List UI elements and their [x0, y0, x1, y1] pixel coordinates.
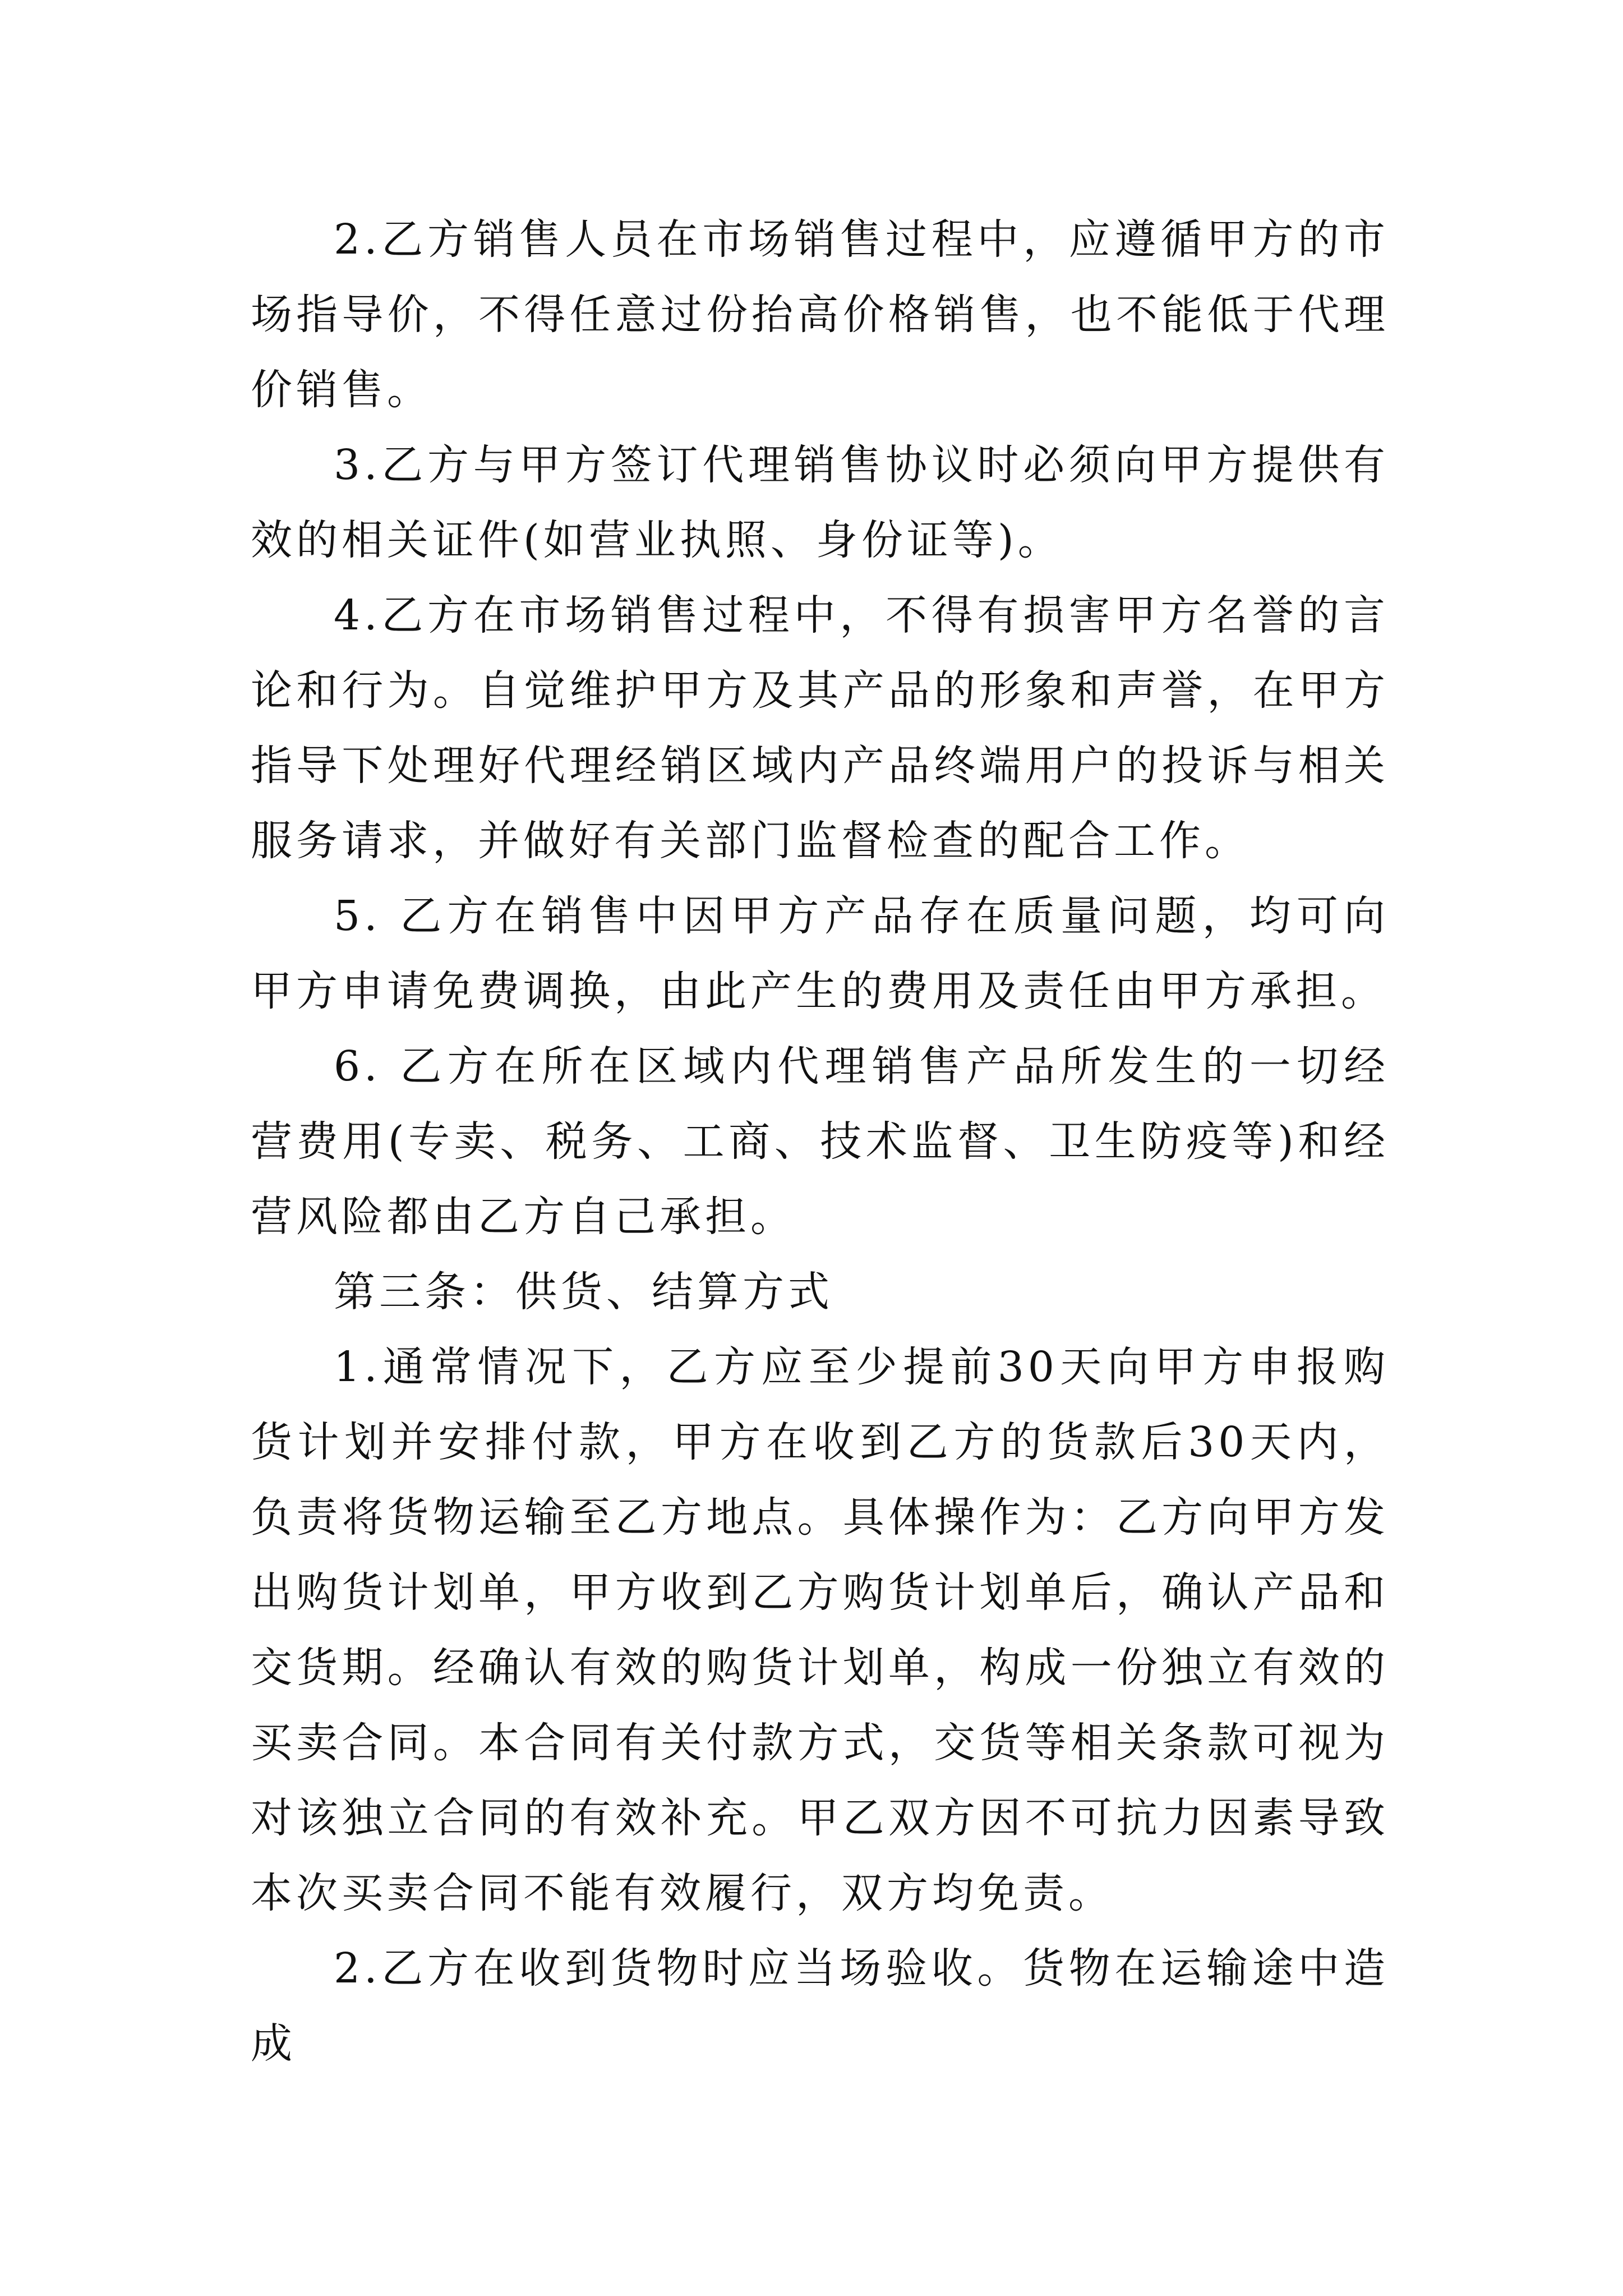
paragraph-clause-3-1: 1.通常情况下，乙方应至少提前30天向甲方申报购货计划并安排付款，甲方在收到乙方的货款后30天内，负责将货物运输至乙方地点。具体操作为：乙方向甲方发出购货计划单，甲方收到乙方购货计划单后，确认产品和交货期。经确认有效的购货计划单，构成一份独立有效的买卖合同。本合同有关付款方式，交货等相关条款可视为对该独立合同的有效补充。甲乙双方因不可抗力因素导致本次买卖合同不能有效履行，双方均免责。: [251, 1343, 1389, 1917]
paragraph-clause-2-3: 3.乙方与甲方签订代理销售协议时必须向甲方提供有效的相关证件(如营业执照、身份证等)。: [251, 441, 1389, 564]
paragraph-clause-2-6: 6. 乙方在所在区域内代理销售产品所发生的一切经营费用(专卖、税务、工商、技术监督、卫生防疫等)和经营风险都由乙方自己承担。: [251, 1042, 1389, 1241]
document-body: [251, 202, 1389, 2081]
section-heading-article-3: 第三条：供货、结算方式: [334, 1268, 833, 1316]
paragraph-clause-2-4: 4.乙方在市场销售过程中，不得有损害甲方名誉的言论和行为。自觉维护甲方及其产品的形象和声誉，在甲方指导下处理好代理经销区域内产品终端用户的投诉与相关服务请求，并做好有关部门监督检查的配合工作。: [251, 591, 1389, 865]
paragraph-clause-2-2: 2.乙方销售人员在市场销售过程中，应遵循甲方的市场指导价，不得任意过份抬高价格销售，也不能低于代理价销售。: [251, 215, 1389, 414]
paragraph-clause-2-5: 5. 乙方在销售中因甲方产品存在质量问题，均可向甲方申请免费调换，由此产生的费用及责任由甲方承担。: [251, 892, 1389, 1015]
paragraph-clause-3-2: 2.乙方在收到货物时应当场验收。货物在运输途中造成: [251, 1944, 1389, 2068]
